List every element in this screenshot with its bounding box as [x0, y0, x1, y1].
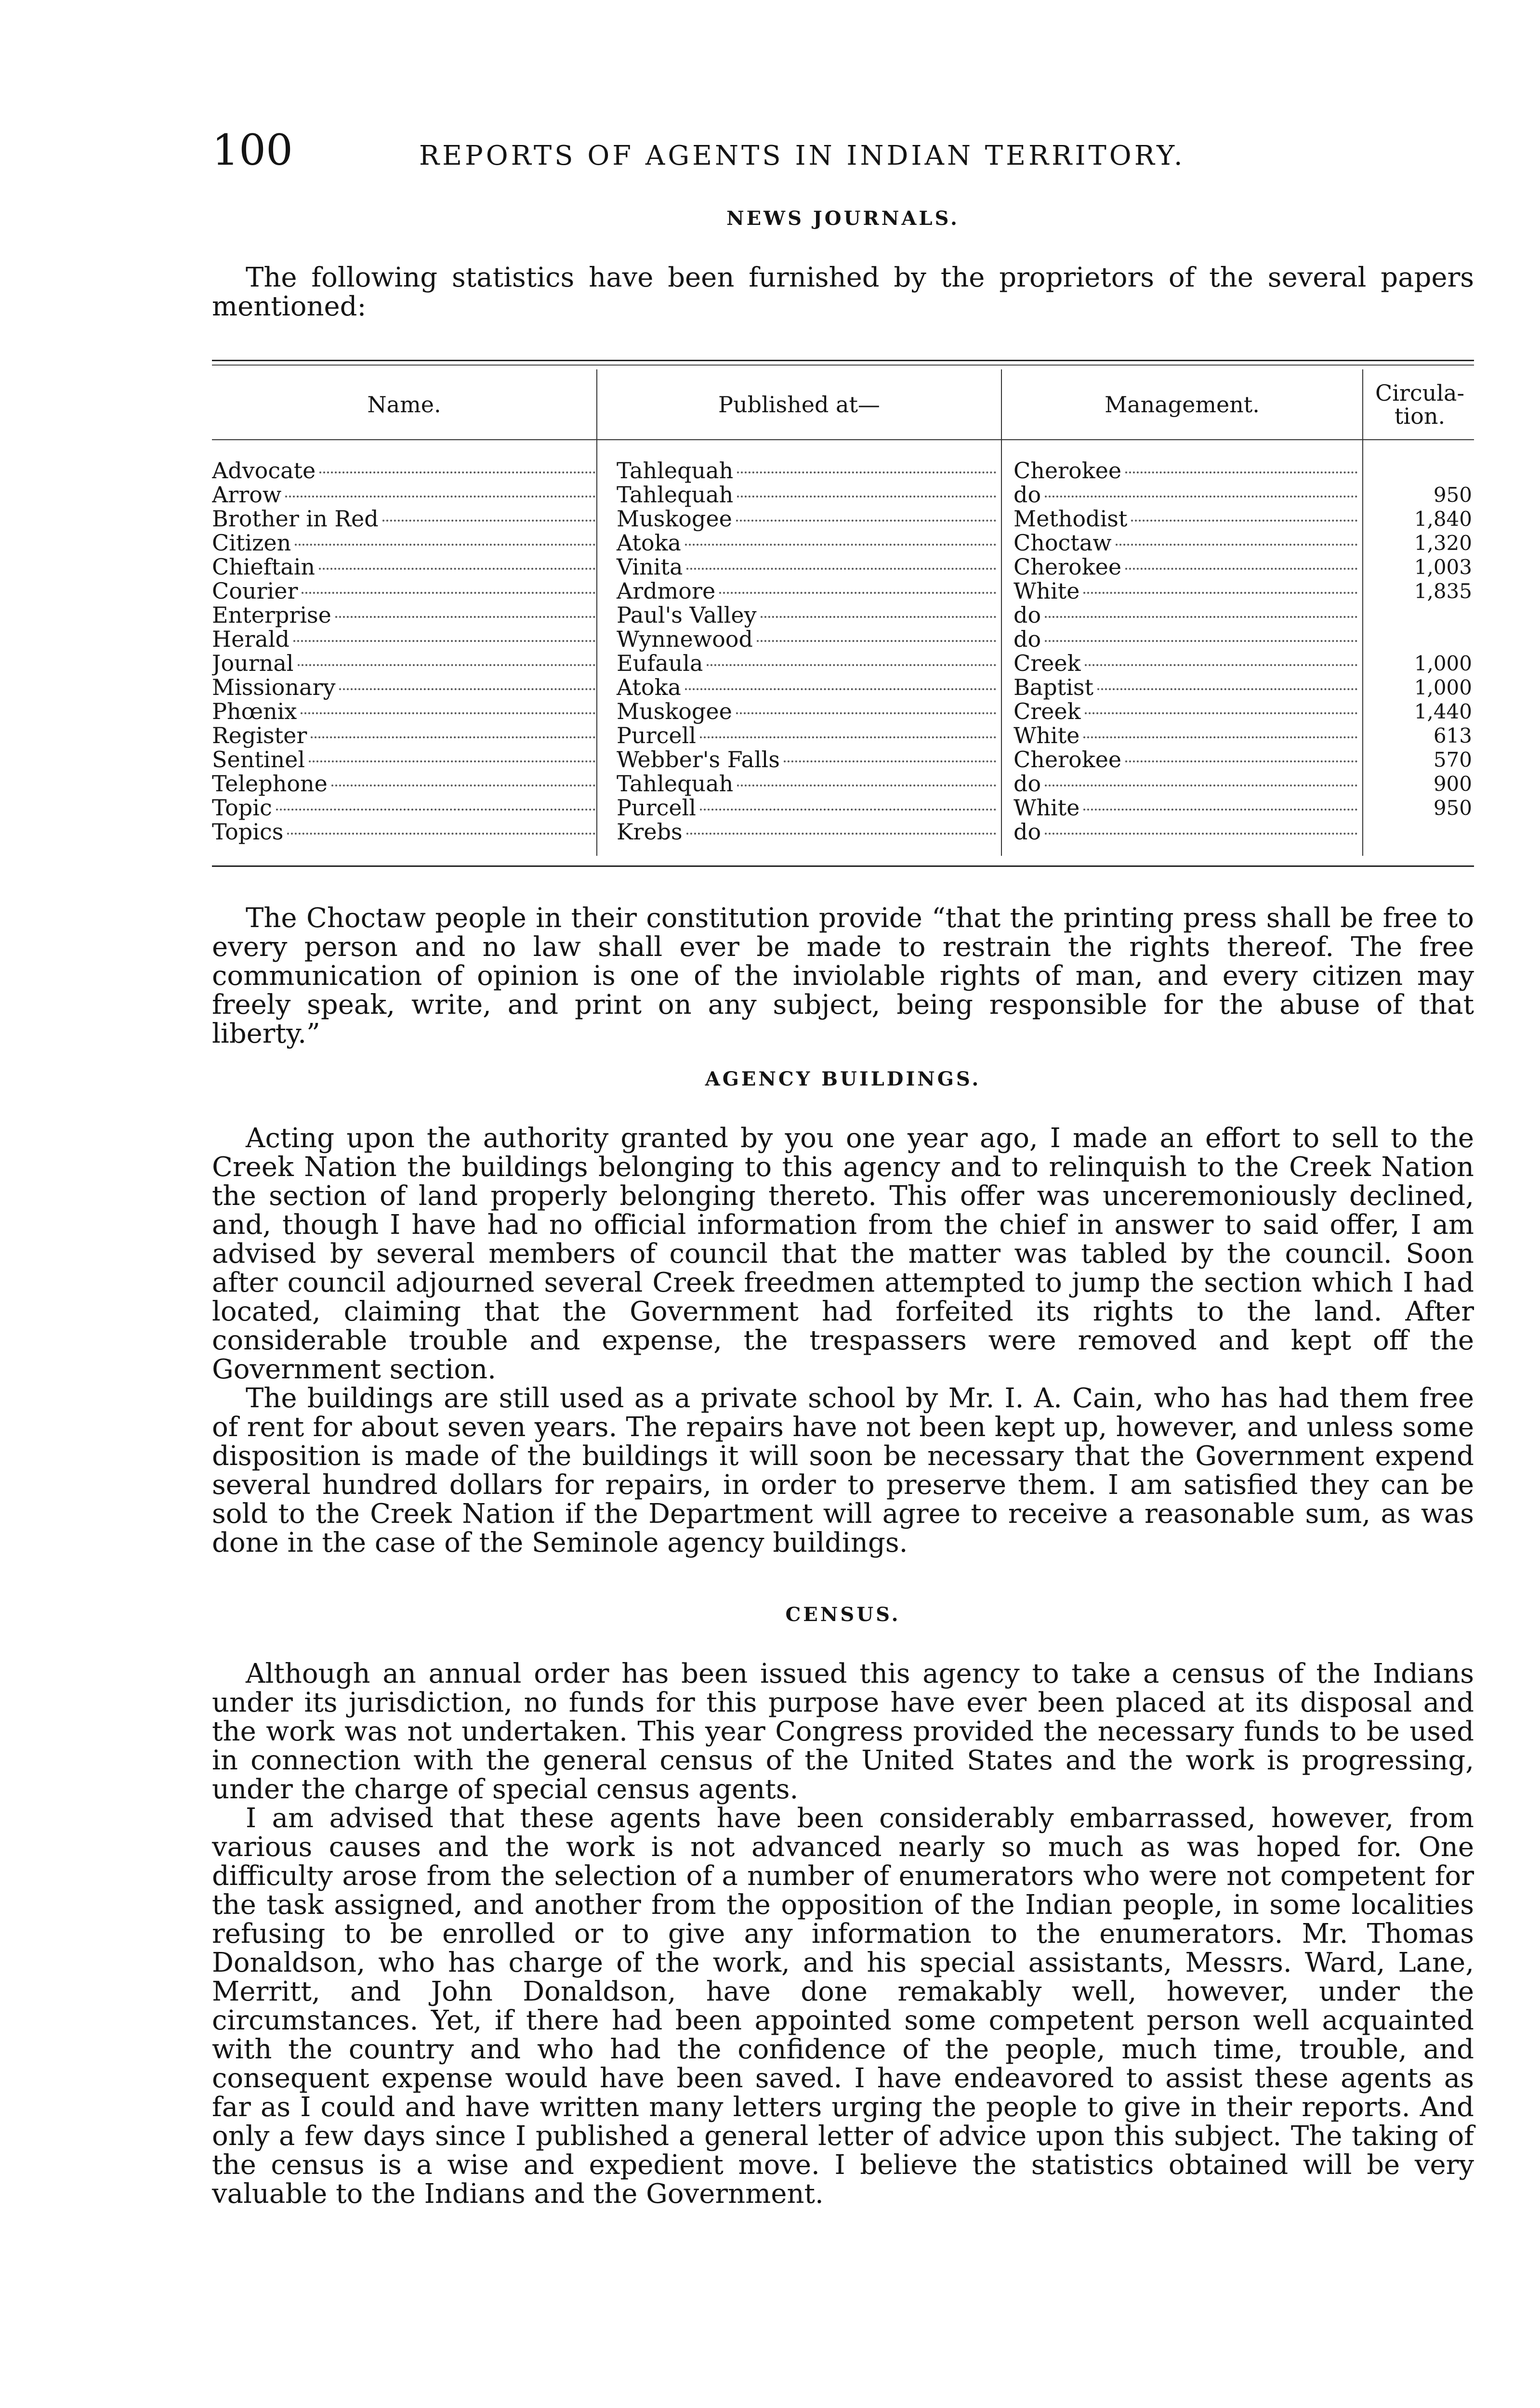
- dot-leader: [761, 616, 996, 618]
- table-row: [212, 723, 1474, 747]
- dot-leader: [1045, 616, 1357, 618]
- dot-leader: [707, 664, 996, 666]
- dot-leader: [298, 664, 595, 666]
- cell-name-text: Courier: [212, 578, 298, 604]
- cell-published-at-text: Vinita: [617, 554, 683, 580]
- dot-leader: [1045, 785, 1357, 786]
- table-row: [212, 603, 1474, 627]
- cell-management: [1003, 578, 1364, 604]
- cell-published-at: [602, 626, 1003, 652]
- cell-name-text: Topics: [212, 819, 284, 845]
- cell-name-text: Brother in Red: [212, 506, 379, 532]
- cell-name: [212, 674, 602, 700]
- column-header-circulation: Circula-tion.: [1375, 380, 1464, 429]
- cell-published-at: [602, 819, 1003, 845]
- cell-circulation: [1364, 483, 1474, 507]
- cell-management-text: White: [1014, 722, 1080, 748]
- choctaw-constitution-paragraph: The Choctaw people in their constitution provide “that the printing press shall be free to every person and no law shall ever be made to restrain the rights thereof. The free communication of opinion is one of the inviolable rights of man, and every citizen may freely speak, write, and print on any subject, being responsible for the abuse of that liberty.”: [212, 903, 1474, 1049]
- table-bottom-rule: [212, 865, 1474, 867]
- cell-management: [1003, 602, 1364, 628]
- cell-management: [1003, 819, 1364, 845]
- cell-published-at: [602, 771, 1003, 797]
- dot-leader: [339, 688, 595, 690]
- cell-published-at: [602, 650, 1003, 676]
- cell-name: [212, 746, 602, 772]
- cell-name-text: Enterprise: [212, 602, 331, 628]
- cell-management-text: do: [1014, 626, 1041, 652]
- dot-leader: [784, 760, 996, 762]
- cell-management-text: Choctaw: [1014, 530, 1112, 556]
- dot-leader: [1085, 664, 1357, 666]
- cell-management: [1003, 771, 1364, 797]
- dot-leader: [1097, 688, 1357, 690]
- cell-published-at-text: Paul's Valley: [617, 602, 757, 628]
- running-head: REPORTS OF AGENTS IN INDIAN TERRITORY.: [419, 140, 1185, 171]
- cell-circulation: [1364, 676, 1474, 699]
- table-row: [212, 699, 1474, 723]
- cell-name: [212, 506, 602, 532]
- cell-published-at-text: Eufaula: [617, 650, 703, 676]
- column-header-name: Name.: [367, 391, 441, 418]
- cell-circulation-text: 613: [1433, 723, 1472, 747]
- cell-management-text: do: [1014, 602, 1041, 628]
- cell-name-text: Missionary: [212, 674, 336, 700]
- table-row: [212, 483, 1474, 507]
- dot-leader: [737, 496, 996, 497]
- cell-circulation: [1364, 507, 1474, 531]
- cell-circulation: [1364, 772, 1474, 796]
- cell-management-text: do: [1014, 819, 1041, 845]
- cell-name-text: Topic: [212, 795, 272, 821]
- cell-published-at: [602, 746, 1003, 772]
- news-journals-table: [212, 360, 1474, 882]
- dot-leader: [686, 833, 996, 835]
- dot-leader: [1083, 736, 1357, 738]
- cell-management-text: do: [1014, 771, 1041, 797]
- cell-published-at: [602, 722, 1003, 748]
- cell-circulation-text: 1,003: [1414, 555, 1472, 579]
- cell-management-text: Cherokee: [1014, 746, 1122, 772]
- cell-name: [212, 771, 602, 797]
- dot-leader: [335, 616, 595, 618]
- cell-published-at: [602, 554, 1003, 580]
- dot-leader: [1125, 760, 1357, 762]
- header-rule: [597, 439, 1001, 440]
- cell-name-text: Herald: [212, 626, 290, 652]
- table-row: [212, 796, 1474, 820]
- dot-leader: [319, 568, 595, 570]
- dot-leader: [1083, 592, 1357, 594]
- header-rule: [212, 439, 596, 440]
- cell-management: [1003, 626, 1364, 652]
- cell-name-text: Advocate: [212, 458, 316, 484]
- cell-management: [1003, 746, 1364, 772]
- header-rule: [1363, 439, 1474, 440]
- cell-published-at-text: Ardmore: [617, 578, 716, 604]
- cell-management: [1003, 530, 1364, 556]
- cell-published-at-text: Atoka: [617, 530, 681, 556]
- cell-circulation-text: 1,440: [1414, 699, 1472, 723]
- cell-published-at: [602, 602, 1003, 628]
- cell-published-at: [602, 674, 1003, 700]
- dot-leader: [295, 544, 595, 546]
- cell-published-at-text: Krebs: [617, 819, 683, 845]
- cell-management-text: do: [1014, 482, 1041, 508]
- dot-leader: [1045, 496, 1357, 497]
- cell-management: [1003, 698, 1364, 724]
- dot-leader: [719, 592, 996, 594]
- dot-leader: [287, 833, 595, 835]
- census-heading: CENSUS.: [785, 1603, 901, 1626]
- dot-leader: [1131, 520, 1357, 522]
- cell-published-at-text: Tahlequah: [617, 771, 734, 797]
- cell-name-text: Chieftain: [212, 554, 316, 580]
- dot-leader: [293, 640, 595, 642]
- dot-leader: [1083, 809, 1357, 811]
- cell-published-at-text: Tahlequah: [617, 458, 734, 484]
- cell-name-text: Arrow: [212, 482, 282, 508]
- cell-management: [1003, 506, 1364, 532]
- table-row: [212, 651, 1474, 675]
- cell-name: [212, 795, 602, 821]
- dot-leader: [319, 471, 595, 473]
- table-row: [212, 458, 1474, 483]
- dot-leader: [311, 736, 595, 738]
- dot-leader: [685, 688, 996, 690]
- cell-management-text: Methodist: [1014, 506, 1128, 532]
- cell-circulation-text: 1,840: [1414, 507, 1472, 531]
- dot-leader: [686, 568, 996, 570]
- cell-circulation-text: 1,000: [1414, 651, 1472, 675]
- cell-management-text: Creek: [1014, 650, 1081, 676]
- dot-leader: [737, 785, 996, 786]
- cell-published-at-text: Purcell: [617, 722, 696, 748]
- cell-published-at-text: Webber's Falls: [617, 746, 780, 772]
- cell-published-at: [602, 458, 1003, 484]
- column-header-published-at: Published at—: [718, 391, 880, 418]
- cell-name: [212, 458, 602, 484]
- dot-leader: [331, 785, 595, 786]
- cell-published-at-text: Tahlequah: [617, 482, 734, 508]
- dot-leader: [1085, 712, 1357, 714]
- cell-published-at: [602, 482, 1003, 508]
- cell-management: [1003, 795, 1364, 821]
- table-row: [212, 747, 1474, 772]
- header-rule: [1002, 439, 1362, 440]
- cell-published-at: [602, 698, 1003, 724]
- cell-circulation: [1364, 652, 1474, 675]
- agency-paragraph: The buildings are still used as a private school by Mr. I. A. Cain, who has had them free of rent for about seven years. The repairs have not been kept up, however, and unless some disposition is made of the buildings it will soon be necessary that the Government expend several hundred dollars for repairs, in order to preserve them. I am satisfied they can be sold to the Creek Nation if the Department will agree to receive a reasonable sum, as was done in the case of the Seminole agency buildings.: [212, 1383, 1474, 1558]
- cell-management-text: Creek: [1014, 698, 1081, 724]
- dot-leader: [285, 496, 595, 497]
- cell-management-text: White: [1014, 578, 1080, 604]
- cell-management-text: White: [1014, 795, 1080, 821]
- dot-leader: [1116, 544, 1357, 546]
- agency-buildings-heading: AGENCY BUILDINGS.: [705, 1068, 981, 1090]
- cell-name-text: Phœnix: [212, 698, 297, 724]
- cell-name: [212, 650, 602, 676]
- dot-leader: [685, 544, 996, 546]
- dot-leader: [301, 712, 595, 714]
- dot-leader: [736, 712, 996, 714]
- dot-leader: [309, 760, 595, 762]
- cell-name: [212, 482, 602, 508]
- cell-management: [1003, 482, 1364, 508]
- cell-management-text: Baptist: [1014, 674, 1093, 700]
- agency-paragraph: Acting upon the authority granted by you one year ago, I made an effort to sell to the Creek Nation the buildings belonging to this agency and to relinquish to the Creek Nation the section of land properly belonging thereto. This offer was unceremoniously declined, and, though I have had no official information from the chief in answer to said offer, I am advised by several members of council that the matter was tabled by the council. Soon after council adjourned several Creek freedmen attempted to jump the section which I had located, claiming that the Government had forfeited its rights to the land. After considerable trouble and expense, the trespassers were removed and kept off the Government section.: [212, 1123, 1474, 1385]
- cell-published-at-text: Atoka: [617, 674, 681, 700]
- cell-name-text: Journal: [212, 650, 294, 676]
- dot-leader: [1125, 568, 1357, 570]
- cell-circulation: [1364, 700, 1474, 723]
- cell-name: [212, 578, 602, 604]
- cell-management: [1003, 554, 1364, 580]
- table-row: [212, 772, 1474, 796]
- cell-management: [1003, 458, 1364, 484]
- cell-name-text: Telephone: [212, 771, 328, 797]
- cell-name: [212, 530, 602, 556]
- table-top-rule: [212, 360, 1474, 361]
- table-top-subrule: [212, 365, 1474, 366]
- table-row: [212, 579, 1474, 603]
- cell-published-at: [602, 506, 1003, 532]
- column-header-management: Management.: [1105, 391, 1260, 418]
- dot-leader: [1045, 640, 1357, 642]
- page-number: 100: [212, 125, 293, 175]
- dot-leader: [700, 809, 996, 811]
- cell-published-at-text: Muskogee: [617, 698, 732, 724]
- cell-name: [212, 819, 602, 845]
- cell-published-at: [602, 795, 1003, 821]
- news-intro-paragraph: The following statistics have been furnished by the proprietors of the several papers mentioned:: [212, 262, 1474, 322]
- cell-circulation-text: 900: [1433, 772, 1472, 796]
- dot-leader: [736, 520, 996, 522]
- dot-leader: [382, 520, 595, 522]
- table-row: [212, 555, 1474, 579]
- cell-published-at: [602, 578, 1003, 604]
- table-row: [212, 531, 1474, 555]
- cell-management-text: Cherokee: [1014, 554, 1122, 580]
- dot-leader: [302, 592, 595, 594]
- cell-circulation-text: 950: [1433, 796, 1472, 820]
- dot-leader: [276, 809, 595, 811]
- cell-management-text: Cherokee: [1014, 458, 1122, 484]
- dot-leader: [1045, 833, 1357, 835]
- cell-circulation: [1364, 748, 1474, 772]
- cell-circulation-text: 570: [1433, 747, 1472, 772]
- cell-management: [1003, 674, 1364, 700]
- cell-name-text: Sentinel: [212, 746, 305, 772]
- cell-circulation-text: 1,000: [1414, 675, 1472, 699]
- cell-name-text: Citizen: [212, 530, 291, 556]
- census-paragraph: Although an annual order has been issued this agency to take a census of the Indians under its jurisdiction, no funds for this purpose have ever been placed at its disposal and the work was not undertaken. This year Congress provided the necessary funds to be used in connection with the general census of the United States and the work is progressing, under the charge of special census agents.: [212, 1658, 1474, 1805]
- cell-name-text: Register: [212, 722, 307, 748]
- cell-published-at: [602, 530, 1003, 556]
- news-journals-heading: NEWS JOURNALS.: [726, 207, 960, 230]
- cell-circulation-text: 1,835: [1414, 579, 1472, 603]
- cell-name: [212, 722, 602, 748]
- cell-published-at-text: Muskogee: [617, 506, 732, 532]
- dot-leader: [757, 640, 996, 642]
- table-row: [212, 820, 1474, 844]
- table-row: [212, 507, 1474, 531]
- cell-circulation-text: 1,320: [1414, 531, 1472, 555]
- cell-management: [1003, 722, 1364, 748]
- table-body: [212, 458, 1474, 844]
- cell-name: [212, 554, 602, 580]
- dot-leader: [737, 471, 996, 473]
- page-header: [212, 125, 1474, 197]
- cell-name: [212, 626, 602, 652]
- cell-management: [1003, 650, 1364, 676]
- cell-published-at-text: Wynnewood: [617, 626, 753, 652]
- cell-name: [212, 602, 602, 628]
- dot-leader: [700, 736, 996, 738]
- cell-name: [212, 698, 602, 724]
- cell-circulation: [1364, 531, 1474, 555]
- cell-circulation: [1364, 724, 1474, 747]
- cell-circulation: [1364, 555, 1474, 579]
- census-paragraph: I am advised that these agents have been considerably embarrassed, however, from various causes and the work is not advanced nearly so much as was hoped for. One difficulty arose from the selection of a number of enumerators who were not competent for the task assigned, and another from the opposition of the Indian people, in some localities refusing to be enrolled or to give any information to the enumerators. Mr. Thomas Donaldson, who has charge of the work, and his special assistants, Messrs. Ward, Lane, Merritt, and John Donaldson, have done remakably well, however, under the circumstances. Yet, if there had been appointed some competent person well acquainted with the country and who had the confidence of the people, much time, trouble, and consequent expense would have been saved. I have endeavored to assist these agents as far as I could and have written many letters urging the people to give in their reports. And only a few days since I published a general letter of advice upon this subject. The taking of the census is a wise and expedient move. I believe the statistics obtained will be very valuable to the Indians and the Government.: [212, 1803, 1474, 2210]
- cell-circulation-text: 950: [1433, 483, 1472, 507]
- cell-circulation: [1364, 796, 1474, 820]
- document-page: [212, 125, 1474, 2209]
- table-row: [212, 675, 1474, 699]
- cell-published-at-text: Purcell: [617, 795, 696, 821]
- table-row: [212, 627, 1474, 651]
- dot-leader: [1125, 471, 1357, 473]
- cell-circulation: [1364, 579, 1474, 603]
